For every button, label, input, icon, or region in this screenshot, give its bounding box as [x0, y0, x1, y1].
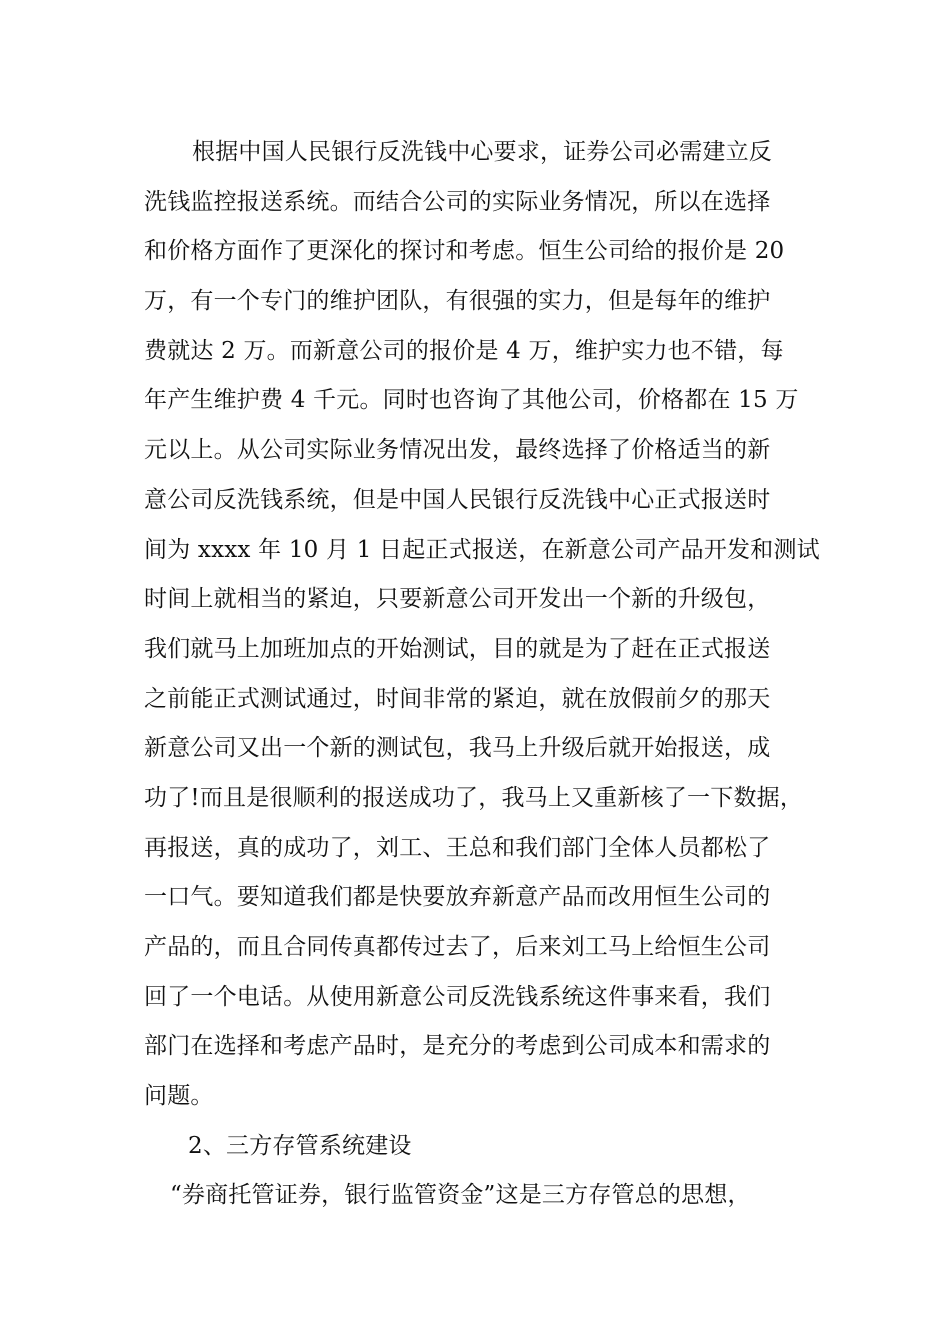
paragraph-line: 洗钱监控报送系统。而结合公司的实际业务情况，所以在选择 — [144, 188, 771, 215]
body-text — [144, 128, 824, 1221]
paragraph-line: 部门在选择和考虑产品时，是充分的考虑到公司成本和需求的 — [144, 1033, 771, 1060]
paragraph-line: 功了!而且是很顺利的报送成功了，我马上又重新核了一下数据， — [144, 784, 804, 811]
paragraph-line: 之前能正式测试通过，时间非常的紧迫，就在放假前夕的那天 — [144, 685, 771, 712]
paragraph-line: 再报送，真的成功了，刘工、王总和我们部门全体人员都松了 — [144, 834, 771, 861]
section-heading: 2、三方存管系统建设 — [188, 1132, 412, 1159]
paragraph-line: 一口气。要知道我们都是快要放弃新意产品而改用恒生公司的 — [144, 884, 771, 911]
paragraph-line: 意公司反洗钱系统，但是中国人民银行反洗钱中心正式报送时 — [144, 486, 771, 513]
paragraph-line: 产品的，而且合同传真都传过去了，后来刘工马上给恒生公司 — [144, 934, 771, 960]
paragraph-line: “券商托管证券，银行监管资金”这是三方存管总的思想， — [170, 1182, 751, 1209]
paragraph-line: 元以上。从公司实际业务情况出发，最终选择了价格适当的新 — [144, 437, 771, 464]
paragraph-line: 万，有一个专门的维护团队，有很强的实力，但是每年的维护 — [144, 288, 771, 315]
paragraph-line: 新意公司又出一个新的测试包，我马上升级后就开始报送，成 — [144, 735, 771, 762]
paragraph-line: 年产生维护费 4 千元。同时也咨询了其他公司，价格都在 15 万 — [144, 387, 799, 414]
paragraph-line: 根据中国人民银行反洗钱中心要求，证券公司必需建立反 — [192, 139, 772, 165]
paragraph-line: 回了一个电话。从使用新意公司反洗钱系统这件事来看，我们 — [144, 983, 771, 1010]
paragraph-line: 问题。 — [144, 1083, 214, 1110]
paragraph-line: 间为 xxxx 年 10 月 1 日起正式报送，在新意公司产品开发和测试 — [144, 536, 820, 563]
paragraph-line: 时间上就相当的紧迫，只要新意公司开发出一个新的升级包， — [144, 586, 771, 613]
paragraph-line: 和价格方面作了更深化的探讨和考虑。恒生公司给的报价是 20 — [144, 238, 785, 265]
paragraph-line: 费就达 2 万。而新意公司的报价是 4 万，维护实力也不错，每 — [144, 337, 784, 364]
paragraph-line: 我们就马上加班加点的开始测试，目的就是为了赶在正式报送 — [144, 635, 771, 662]
